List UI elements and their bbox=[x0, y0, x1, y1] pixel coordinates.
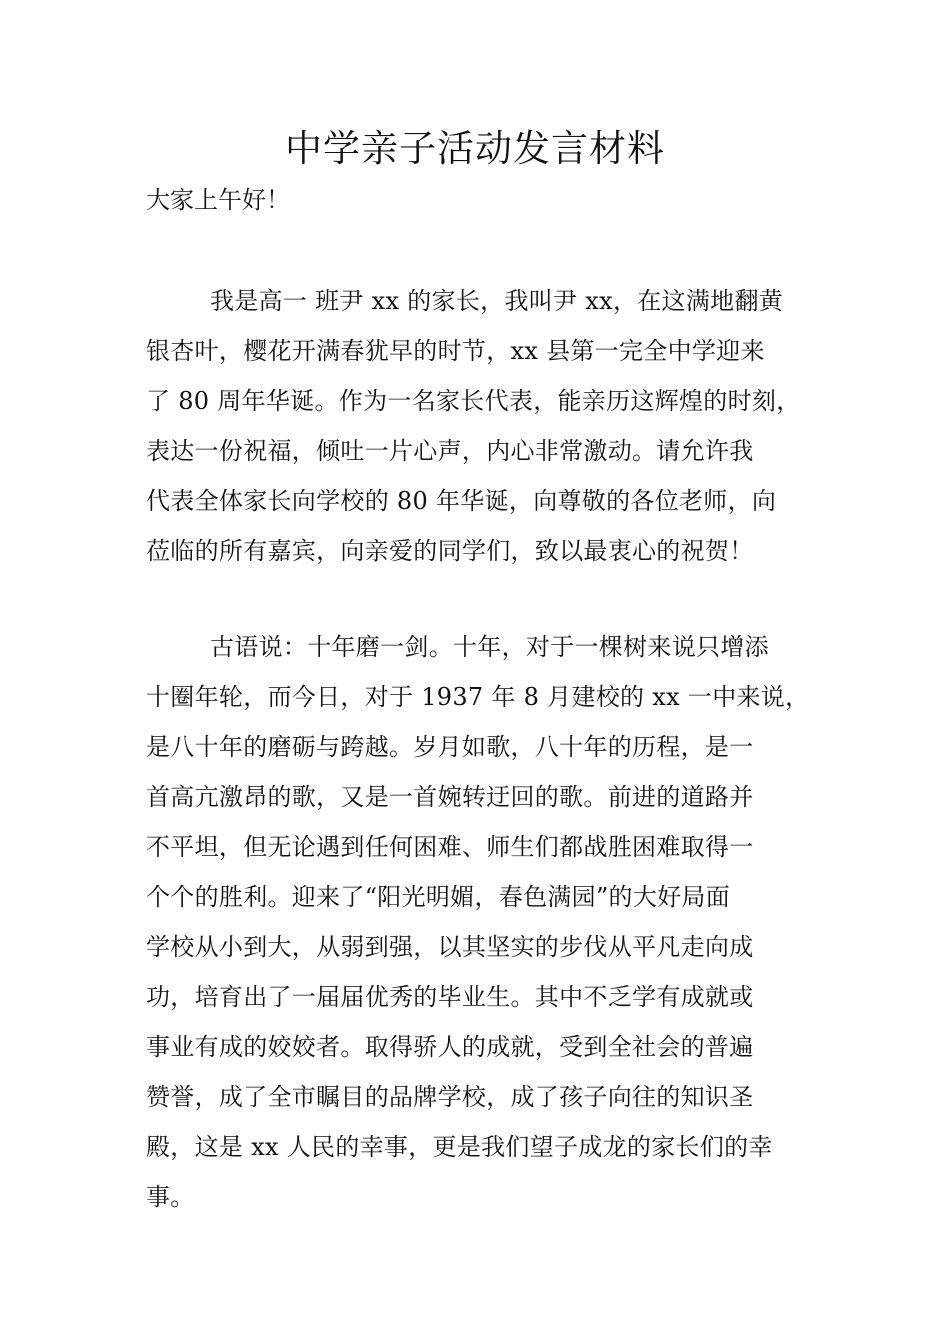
paragraph-2 bbox=[146, 622, 826, 1222]
paragraph-line: 莅临的所有嘉宾，向亲爱的同学们，致以最衷心的祝贺！ bbox=[146, 537, 754, 565]
paragraph-line: 殿，这是 xx 人民的幸事，更是我们望子成龙的家长们的幸 bbox=[146, 1133, 773, 1161]
paragraph-line: 表达一份祝福，倾吐一片心声，内心非常激动。请允许我 bbox=[146, 437, 754, 465]
paragraph-line: 首高亢激昂的歌，又是一首婉转迂回的歌。前进的道路并 bbox=[146, 783, 754, 811]
paragraph-line: 个个的胜利。迎来了“阳光明媚，春色满园”的大好局面 bbox=[146, 883, 731, 911]
paragraph-line: 功，培育出了一届届优秀的毕业生。其中不乏学有成就或 bbox=[146, 983, 754, 1011]
paragraph-line: 是八十年的磨砺与跨越。岁月如歌，八十年的历程，是一 bbox=[146, 733, 754, 761]
paragraph-line: 十圈年轮，而今日，对于 1937 年 8 月建校的 xx 一中来说， bbox=[146, 683, 810, 711]
paragraph-line: 事。 bbox=[146, 1183, 195, 1211]
paragraph-line: 事业有成的姣姣者。取得骄人的成就，受到全社会的普遍 bbox=[146, 1033, 754, 1061]
paragraph-1 bbox=[146, 276, 826, 576]
paragraph-line: 了 80 周年华诞。作为一名家长代表，能亲历这辉煌的时刻， bbox=[146, 387, 801, 415]
document-title: 中学亲子活动发言材料 bbox=[285, 127, 665, 170]
paragraph-line: 代表全体家长向学校的 80 年华诞，向尊敬的各位老师，向 bbox=[146, 487, 777, 515]
paragraph-line: 古语说：十年磨一剑。十年，对于一棵树来说只增添 bbox=[210, 633, 769, 661]
paragraph-line: 赞誉，成了全市瞩目的品牌学校，成了孩子向往的知识圣 bbox=[146, 1083, 754, 1111]
paragraph-line: 银杏叶，樱花开满春犹早的时节，xx 县第一完全中学迎来 bbox=[146, 337, 765, 365]
paragraph-line: 我是高一 班尹 xx 的家长，我叫尹 xx，在这满地翻黄 bbox=[210, 287, 784, 315]
paragraph-line: 不平坦，但无论遇到任何困难、师生们都战胜困难取得一 bbox=[146, 833, 754, 861]
paragraph-line: 学校从小到大，从弱到强，以其坚实的步伐从平凡走向成 bbox=[146, 933, 754, 961]
greeting-line: 大家上午好！ bbox=[146, 186, 290, 214]
